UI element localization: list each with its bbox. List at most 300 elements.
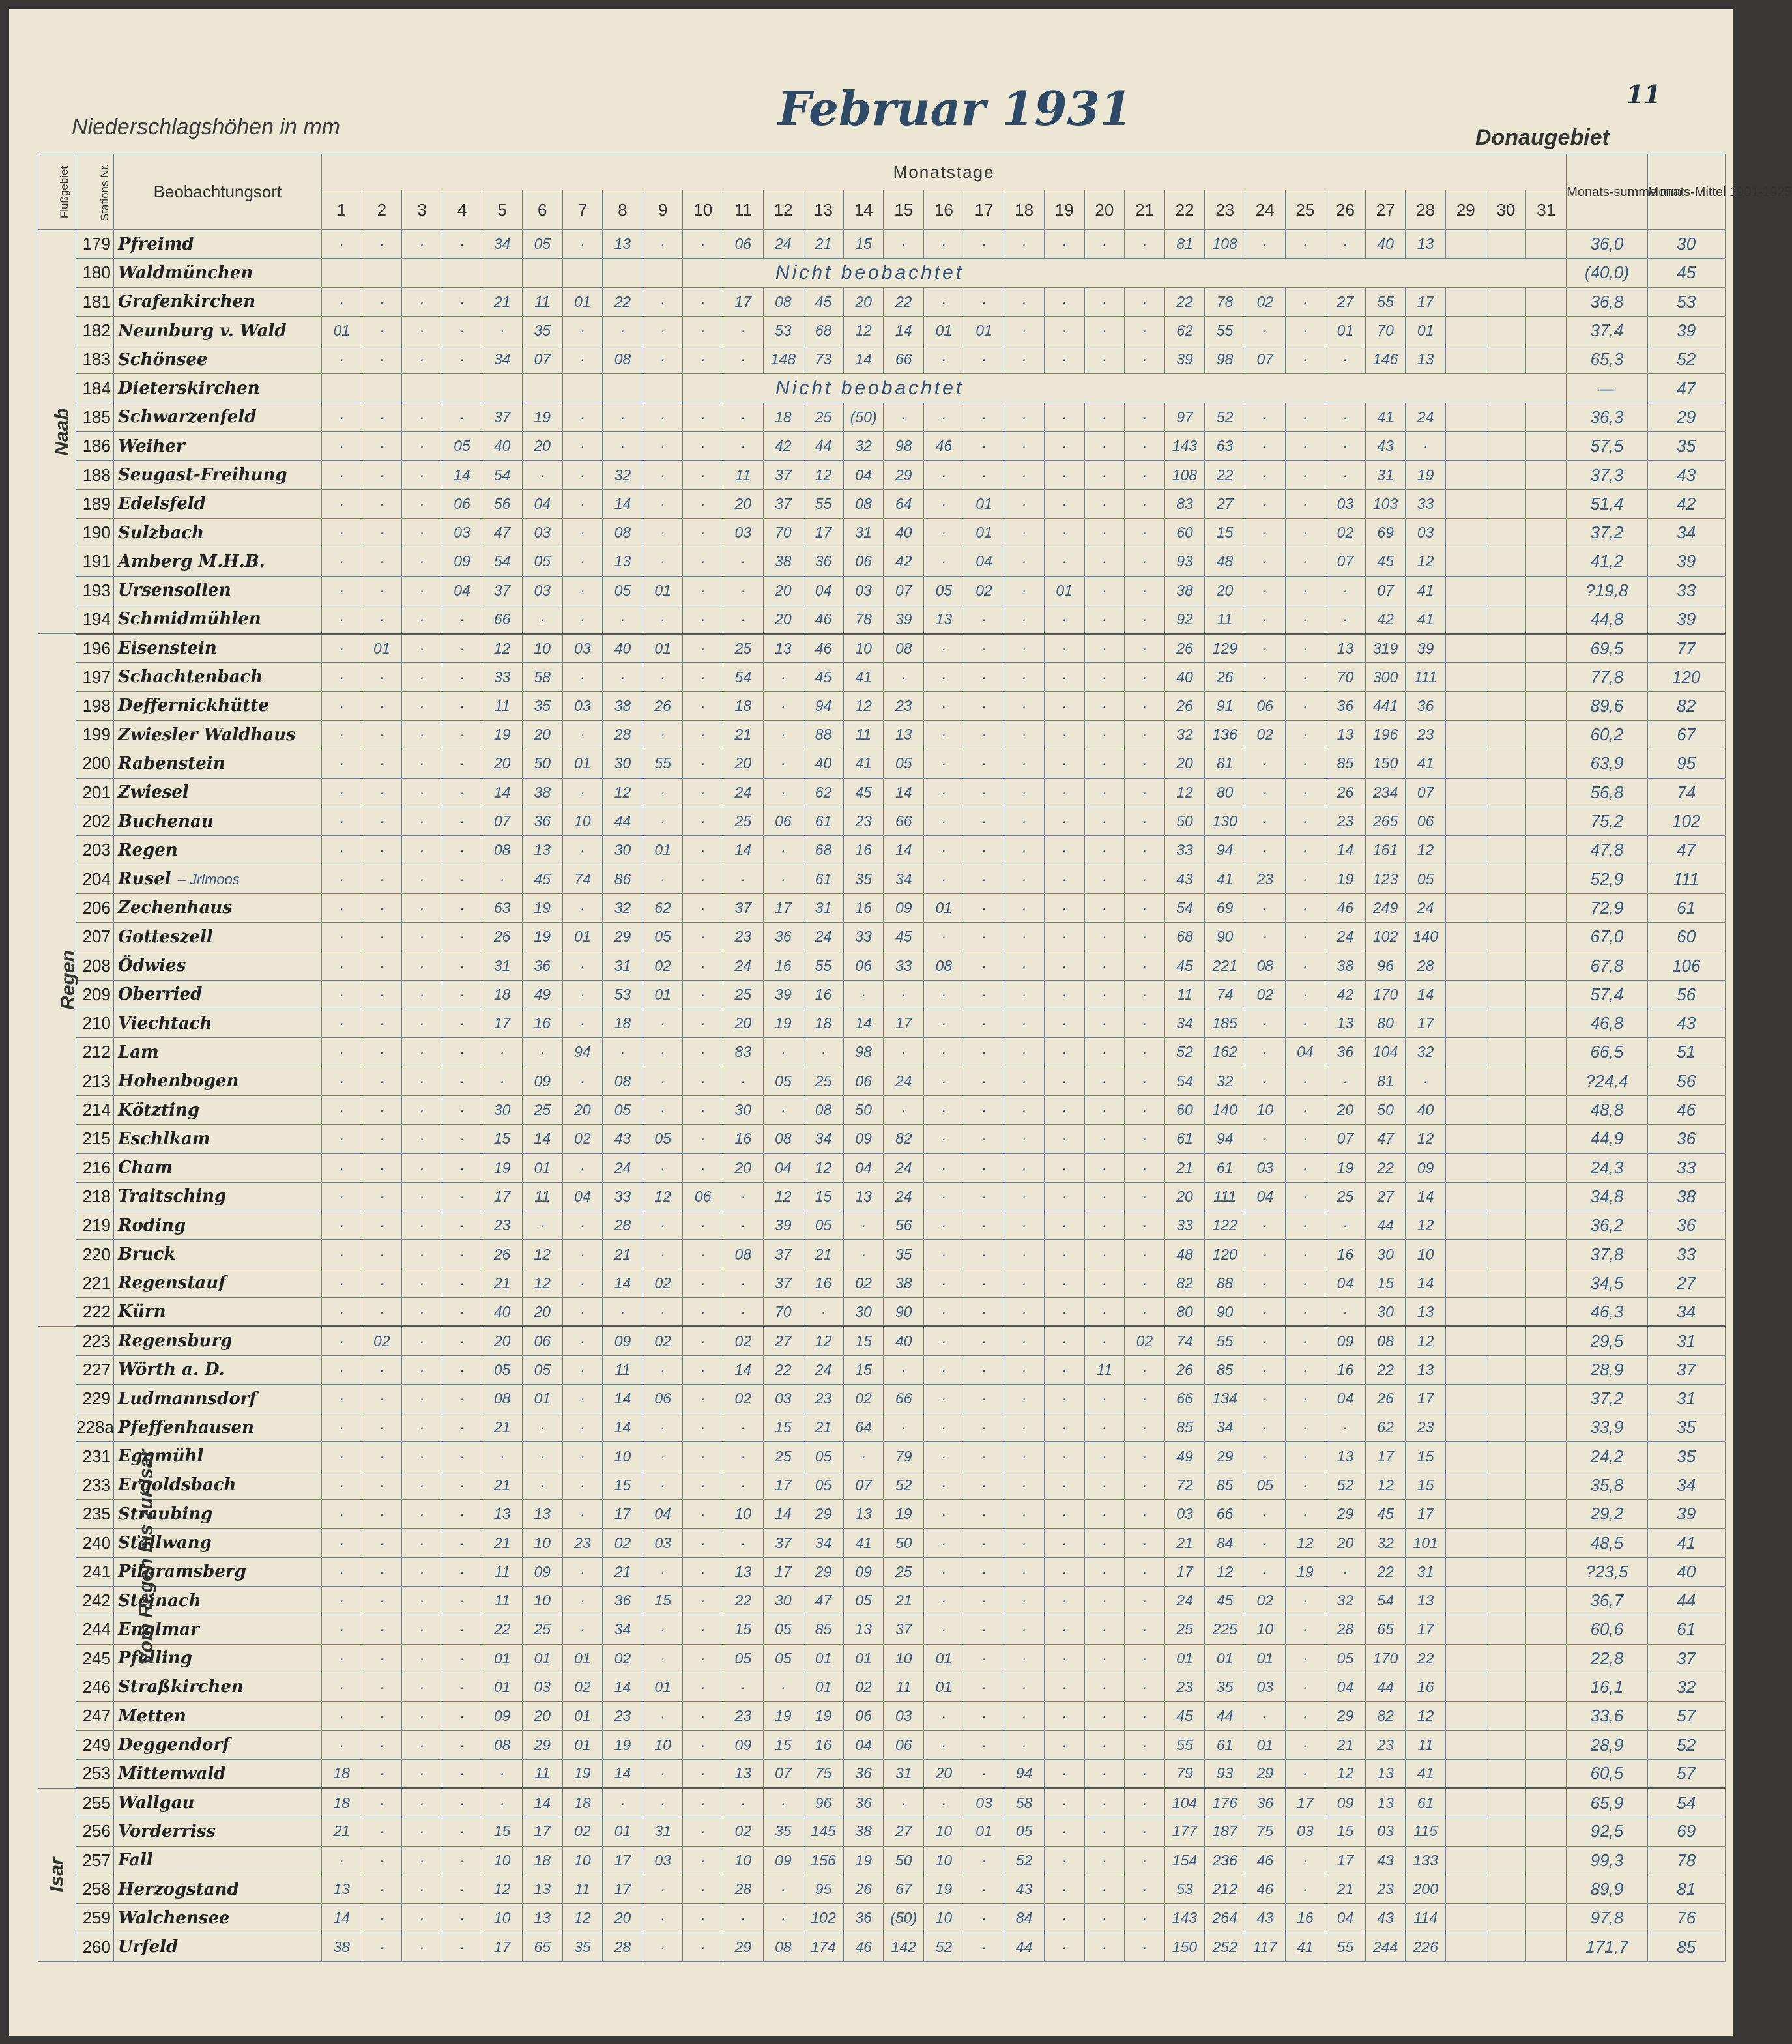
day-value: · (1125, 691, 1165, 720)
day-value: 02 (603, 1644, 643, 1673)
day-value (1446, 489, 1486, 518)
monthly-sum: 48,5 (1567, 1529, 1647, 1557)
day-value: 40 (1365, 230, 1406, 259)
day-value: 79 (884, 1442, 924, 1471)
day-value: · (1004, 721, 1045, 749)
day-value: 29 (603, 923, 643, 951)
day-value: · (1084, 1471, 1125, 1499)
day-value: 11 (522, 1759, 562, 1788)
day-value: · (1004, 489, 1045, 518)
day-value: 12 (1406, 1125, 1446, 1153)
day-value: · (803, 1038, 844, 1067)
day-value: · (964, 721, 1004, 749)
day-header: 17 (964, 190, 1004, 230)
day-value (1446, 1297, 1486, 1326)
day-value: · (442, 287, 482, 316)
monthly-sum: ?24,4 (1567, 1067, 1647, 1095)
day-value: 12 (522, 1269, 562, 1297)
day-value: 10 (643, 1731, 683, 1759)
day-value: 15 (1365, 1269, 1406, 1297)
day-value: · (362, 1933, 402, 1961)
day-value: · (603, 316, 643, 345)
day-value: · (1285, 576, 1325, 605)
day-value: · (1245, 1529, 1285, 1557)
day-value: 12 (1365, 1471, 1406, 1499)
day-value: 01 (924, 1673, 964, 1701)
day-value: 11 (482, 1557, 523, 1586)
day-value: 30 (482, 1095, 523, 1124)
day-value: · (321, 461, 362, 489)
day-value: 09 (522, 1557, 562, 1586)
day-value: 24 (803, 923, 844, 951)
day-value: 35 (843, 865, 884, 893)
day-value: · (763, 691, 803, 720)
day-value: 103 (1365, 489, 1406, 518)
day-value: 25 (1325, 1182, 1366, 1211)
day-value: 85 (803, 1615, 844, 1644)
day-value: · (562, 1269, 603, 1297)
day-value: · (1285, 1067, 1325, 1095)
day-value: · (1004, 1384, 1045, 1413)
day-value: 55 (1205, 316, 1245, 345)
day-value: · (723, 1529, 764, 1557)
day-value: · (1084, 1933, 1125, 1961)
day-value: · (402, 461, 442, 489)
day-value: 05 (924, 576, 964, 605)
day-value: 01 (562, 923, 603, 951)
station-number: 181 (76, 287, 113, 316)
day-value: 13 (723, 1759, 764, 1788)
day-value: · (1285, 518, 1325, 547)
day-value: · (964, 1759, 1004, 1788)
station-name: Schmidmühlen (113, 605, 321, 633)
day-value: 30 (763, 1586, 803, 1615)
day-value: · (723, 547, 764, 576)
day-value: · (1125, 1442, 1165, 1471)
monthly-sum: 37,3 (1567, 461, 1647, 489)
day-value: 01 (643, 836, 683, 865)
day-value (1446, 287, 1486, 316)
day-value: 265 (1365, 807, 1406, 835)
day-value: · (1084, 1731, 1125, 1759)
day-value: · (763, 1875, 803, 1903)
day-value: 05 (522, 230, 562, 259)
day-value: 36 (843, 1759, 884, 1788)
day-value: 02 (964, 576, 1004, 605)
day-value: · (442, 893, 482, 922)
monthly-sum: 69,5 (1567, 634, 1647, 663)
day-value: · (1044, 1095, 1084, 1124)
day-value: 234 (1365, 778, 1406, 807)
day-value: 24 (884, 1182, 924, 1211)
day-value (1526, 1125, 1567, 1153)
day-value (1526, 836, 1567, 865)
day-value (1446, 1789, 1486, 1817)
day-value: 78 (843, 605, 884, 633)
day-header: 16 (924, 190, 964, 230)
day-value: · (1285, 663, 1325, 691)
monthly-sum: 72,9 (1567, 893, 1647, 922)
day-value: 61 (1205, 1153, 1245, 1182)
day-value: · (1125, 403, 1165, 431)
day-value: 08 (884, 634, 924, 663)
day-value: 01 (562, 1731, 603, 1759)
long-term-mean: 74 (1647, 778, 1725, 807)
day-value: · (321, 1153, 362, 1182)
day-value: · (321, 836, 362, 865)
day-value: · (1084, 1615, 1125, 1644)
day-value: · (442, 1153, 482, 1182)
day-value: 01 (643, 634, 683, 663)
day-value: 38 (522, 778, 562, 807)
day-value: 18 (763, 403, 803, 431)
monthly-sum: 37,2 (1567, 518, 1647, 547)
day-value: · (1004, 1038, 1045, 1067)
day-value: 14 (603, 1384, 643, 1413)
day-value: · (321, 1182, 362, 1211)
day-value: 03 (562, 634, 603, 663)
day-value: 70 (763, 518, 803, 547)
day-value (1486, 316, 1526, 345)
day-value: 25 (1164, 1615, 1205, 1644)
day-value: 14 (442, 461, 482, 489)
day-value: · (1084, 923, 1125, 951)
day-value: · (723, 1413, 764, 1442)
day-value: · (603, 432, 643, 461)
day-value: 07 (1245, 345, 1285, 374)
day-value: · (1044, 1211, 1084, 1240)
day-value: · (683, 1846, 723, 1875)
day-value: · (964, 1586, 1004, 1615)
day-value: 08 (843, 489, 884, 518)
day-value: 13 (1406, 1297, 1446, 1326)
day-value: 37 (763, 489, 803, 518)
day-value: · (1004, 634, 1045, 663)
day-value: · (924, 1038, 964, 1067)
table-row (38, 1673, 1726, 1701)
station-name: Grafenkirchen (113, 287, 321, 316)
day-value: 35 (562, 1933, 603, 1961)
day-value: 04 (843, 1153, 884, 1182)
day-value: · (603, 1789, 643, 1817)
table-row (38, 865, 1726, 893)
day-value: · (924, 1731, 964, 1759)
day-value: · (1044, 778, 1084, 807)
day-value: 06 (723, 230, 764, 259)
day-value: 101 (1406, 1529, 1446, 1557)
day-value: 27 (1325, 287, 1366, 316)
day-value: 102 (1365, 923, 1406, 951)
day-value: 10 (1406, 1240, 1446, 1269)
day-cell (603, 374, 643, 403)
day-value: 09 (1325, 1789, 1366, 1817)
station-name: Dieterskirchen (113, 374, 321, 403)
day-value: 62 (1365, 1413, 1406, 1442)
day-value: · (442, 923, 482, 951)
day-value: 23 (1365, 1731, 1406, 1759)
station-number: 255 (76, 1789, 113, 1817)
day-value: · (1245, 461, 1285, 489)
day-value: · (1084, 778, 1125, 807)
table-row (38, 1384, 1726, 1413)
day-value: · (924, 1095, 964, 1124)
table-row (38, 1759, 1726, 1788)
day-value: · (321, 865, 362, 893)
day-value: 04 (562, 1182, 603, 1211)
day-value (1446, 836, 1486, 865)
day-value (1446, 634, 1486, 663)
day-value (1526, 691, 1567, 720)
day-value: · (643, 1413, 683, 1442)
day-value: 18 (321, 1759, 362, 1788)
day-value: · (1245, 807, 1285, 835)
day-value (1526, 605, 1567, 633)
day-value: 226 (1406, 1933, 1446, 1961)
long-term-mean: 47 (1647, 836, 1725, 865)
day-value: 17 (482, 1009, 523, 1038)
day-header: 31 (1526, 190, 1567, 230)
day-value: 01 (643, 576, 683, 605)
day-value: 13 (603, 547, 643, 576)
day-value (1446, 865, 1486, 893)
day-value: 01 (964, 518, 1004, 547)
day-value: · (964, 951, 1004, 980)
day-value: 15 (482, 1125, 523, 1153)
day-value: 45 (1365, 547, 1406, 576)
day-value: · (362, 1297, 402, 1326)
day-value: · (1084, 1153, 1125, 1182)
day-value: 06 (843, 547, 884, 576)
day-value: 08 (603, 518, 643, 547)
day-header: 20 (1084, 190, 1125, 230)
day-value: 23 (562, 1529, 603, 1557)
day-value: 02 (643, 1327, 683, 1355)
day-value: · (402, 1038, 442, 1067)
day-value: · (964, 1644, 1004, 1673)
day-value (1526, 1529, 1567, 1557)
day-value: 03 (522, 1673, 562, 1701)
day-value: · (1084, 1673, 1125, 1701)
day-value: 31 (603, 951, 643, 980)
day-value: 06 (843, 951, 884, 980)
day-value: · (362, 1240, 402, 1269)
day-value (1446, 1586, 1486, 1615)
day-value: 14 (1406, 980, 1446, 1009)
monthly-sum: 66,5 (1567, 1038, 1647, 1067)
station-number: 215 (76, 1125, 113, 1153)
day-value: 140 (1205, 1095, 1245, 1124)
day-value: 03 (763, 1384, 803, 1413)
table-row (38, 1038, 1726, 1067)
day-value: · (402, 663, 442, 691)
day-value: · (1285, 605, 1325, 633)
day-value: 15 (1325, 1817, 1366, 1846)
day-value: 25 (763, 1442, 803, 1471)
day-value: · (643, 1067, 683, 1095)
day-value: · (321, 1327, 362, 1355)
monthly-sum: 41,2 (1567, 547, 1647, 576)
day-value (1486, 547, 1526, 576)
day-value: · (884, 1355, 924, 1384)
day-value: · (362, 461, 402, 489)
day-value: · (1004, 1615, 1045, 1644)
day-value: 38 (603, 691, 643, 720)
day-value (1446, 807, 1486, 835)
day-value: 12 (1406, 547, 1446, 576)
day-header: 11 (723, 190, 764, 230)
day-value: 09 (843, 1125, 884, 1153)
table-row (38, 1211, 1726, 1240)
day-value: · (964, 1182, 1004, 1211)
day-value: 02 (643, 951, 683, 980)
station-name: Vorderriss (113, 1817, 321, 1846)
day-value: 30 (603, 749, 643, 778)
day-value: · (964, 1413, 1004, 1442)
day-header: 24 (1245, 190, 1285, 230)
day-value: · (964, 1327, 1004, 1355)
day-value: 32 (1205, 1067, 1245, 1095)
long-term-mean: 39 (1647, 1500, 1725, 1529)
day-value (1446, 893, 1486, 922)
day-value: · (562, 1615, 603, 1644)
day-value: 143 (1164, 432, 1205, 461)
day-value: · (683, 547, 723, 576)
day-value: · (1245, 663, 1285, 691)
day-value: · (683, 1673, 723, 1701)
day-value: · (562, 721, 603, 749)
day-value: · (1285, 1471, 1325, 1499)
day-value (1526, 1442, 1567, 1471)
day-value: · (1285, 547, 1325, 576)
day-value: · (1044, 432, 1084, 461)
day-value: · (1044, 1125, 1084, 1153)
day-value: · (362, 1153, 402, 1182)
day-value: · (1004, 432, 1045, 461)
day-value (1526, 663, 1567, 691)
day-value: · (1285, 230, 1325, 259)
table-row (38, 1297, 1726, 1326)
table-row (38, 1644, 1726, 1673)
day-value: 01 (924, 316, 964, 345)
day-value: 31 (884, 1759, 924, 1788)
day-value (1446, 230, 1486, 259)
day-value: · (362, 316, 402, 345)
day-value: 09 (1406, 1153, 1446, 1182)
day-value: 20 (522, 721, 562, 749)
station-name: Eggmühl (113, 1442, 321, 1471)
day-value: 39 (1406, 634, 1446, 663)
day-value: 43 (1365, 1846, 1406, 1875)
day-value: · (1084, 951, 1125, 980)
day-value: 21 (603, 1557, 643, 1586)
day-value: · (964, 1673, 1004, 1701)
table-row (38, 1125, 1726, 1153)
day-value: 35 (522, 316, 562, 345)
monthly-sum: 34,5 (1567, 1269, 1647, 1297)
day-value: · (1245, 1384, 1285, 1413)
monthly-sum: 36,3 (1567, 403, 1647, 431)
day-value: · (1044, 1557, 1084, 1586)
station-number: 242 (76, 1586, 113, 1615)
monthly-sum: 75,2 (1567, 807, 1647, 835)
day-value: · (1125, 1846, 1165, 1875)
table-row (38, 1702, 1726, 1731)
day-value (1486, 980, 1526, 1009)
day-value: 24 (803, 1355, 844, 1384)
station-number: 214 (76, 1095, 113, 1124)
day-value: · (1084, 807, 1125, 835)
day-value: · (562, 951, 603, 980)
day-value: 23 (603, 1702, 643, 1731)
day-value (1446, 951, 1486, 980)
day-value: 10 (843, 634, 884, 663)
day-value: · (1285, 1644, 1325, 1673)
day-value: · (402, 1673, 442, 1701)
day-value: 10 (522, 1529, 562, 1557)
day-value: · (884, 230, 924, 259)
day-value: · (442, 1125, 482, 1153)
day-value: 62 (1164, 316, 1205, 345)
day-value: 06 (683, 1182, 723, 1211)
day-value: 66 (884, 345, 924, 374)
station-name: Ursensollen (113, 576, 321, 605)
station-name: Pfeffenhausen (113, 1413, 321, 1442)
day-value: · (1125, 1702, 1165, 1731)
day-value: 18 (723, 691, 764, 720)
day-value: 97 (1164, 403, 1205, 431)
day-value: 23 (1406, 1413, 1446, 1442)
day-value: 50 (1164, 807, 1205, 835)
day-value: · (1044, 287, 1084, 316)
day-value: · (643, 1038, 683, 1067)
monthly-sum: 57,4 (1567, 980, 1647, 1009)
day-value: · (683, 691, 723, 720)
day-value: · (683, 461, 723, 489)
col-flussgebiet: Flußgebiet (38, 154, 76, 230)
day-value: · (964, 634, 1004, 663)
day-value (1526, 1557, 1567, 1586)
day-value: 20 (723, 749, 764, 778)
day-value: · (924, 1529, 964, 1557)
day-value: 225 (1205, 1615, 1245, 1644)
day-value: 04 (1285, 1038, 1325, 1067)
day-value: 13 (1325, 1009, 1366, 1038)
day-value: 29 (1245, 1759, 1285, 1788)
day-value: 37 (763, 461, 803, 489)
day-value: · (683, 316, 723, 345)
day-value (1446, 778, 1486, 807)
day-value (1486, 923, 1526, 951)
day-value: · (1044, 1644, 1084, 1673)
day-value: 07 (482, 807, 523, 835)
station-name: Zechenhaus (113, 893, 321, 922)
day-value: 19 (803, 1702, 844, 1731)
day-value: · (1245, 518, 1285, 547)
day-value: · (442, 1009, 482, 1038)
day-value: · (1084, 1557, 1125, 1586)
day-value: · (402, 1413, 442, 1442)
long-term-mean: 34 (1647, 1471, 1725, 1499)
page-subtitle: Niederschlagshöhen in mm (72, 115, 340, 139)
long-term-mean: 31 (1647, 1327, 1725, 1355)
day-value: 11 (482, 1586, 523, 1615)
day-value: 07 (884, 576, 924, 605)
day-value: 61 (803, 807, 844, 835)
day-value (1526, 287, 1567, 316)
day-value: · (1084, 1413, 1125, 1442)
day-value: · (321, 1240, 362, 1269)
day-value: · (1285, 1327, 1325, 1355)
